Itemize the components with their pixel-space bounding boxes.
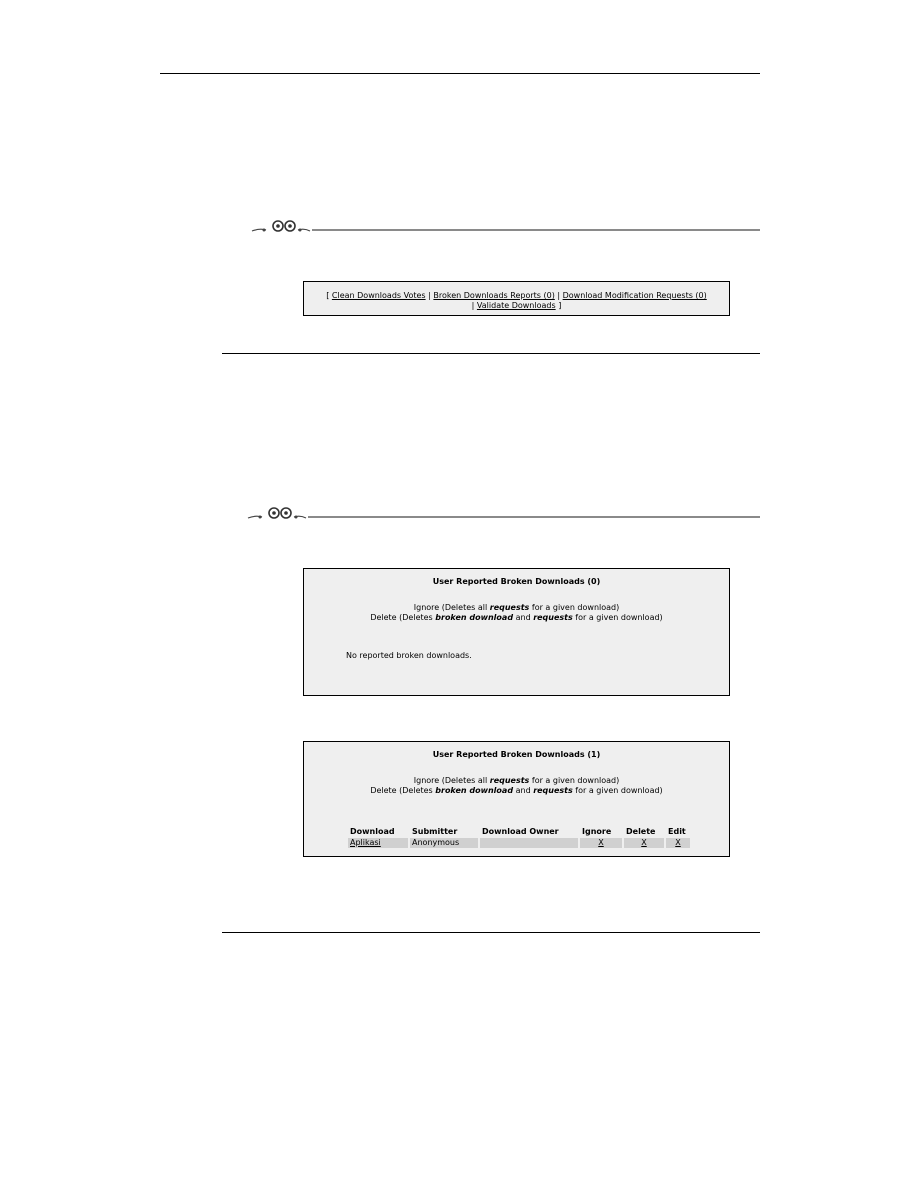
note-divider xyxy=(248,216,760,238)
note-line xyxy=(312,229,760,231)
panel-title: User Reported Broken Downloads (1) xyxy=(432,750,601,759)
admin-links xyxy=(304,282,729,311)
note-line xyxy=(308,516,760,518)
delete-legend xyxy=(304,613,729,623)
legend-emphasis: requests xyxy=(533,786,573,795)
empty-message: No reported broken downloads. xyxy=(346,651,472,660)
separator: | xyxy=(557,291,561,300)
edit-button[interactable]: X xyxy=(675,838,681,847)
legend-text: and xyxy=(513,613,534,622)
col-owner: Download Owner xyxy=(482,826,559,836)
legend-text: Ignore (Deletes all xyxy=(413,603,490,612)
col-delete: Delete xyxy=(626,826,656,836)
cell-ignore xyxy=(580,838,622,848)
legend-text: Ignore (Deletes all xyxy=(413,776,490,785)
col-ignore: Ignore xyxy=(582,826,612,836)
header-rule xyxy=(160,73,760,74)
legend-emphasis: requests xyxy=(489,776,530,785)
legend-text: for a given download) xyxy=(572,613,663,622)
legend-text: and xyxy=(513,786,534,795)
panel-title: User Reported Broken Downloads (0) xyxy=(432,577,601,586)
cell-download xyxy=(348,838,408,848)
delete-legend xyxy=(304,786,729,796)
legend-emphasis: requests xyxy=(533,613,573,622)
col-submitter: Submitter xyxy=(412,826,458,836)
ignore-button[interactable]: X xyxy=(598,838,604,847)
legend-text: for a given download) xyxy=(572,786,663,795)
delete-button[interactable]: X xyxy=(641,838,647,847)
note-ornament-icon xyxy=(244,503,308,525)
note-ornament-icon xyxy=(248,216,312,238)
section-rule-1 xyxy=(222,353,760,354)
cell-submitter: Anonymous xyxy=(410,838,478,848)
legend-text: Delete (Deletes xyxy=(370,786,436,795)
note-divider xyxy=(244,503,760,525)
action-legend xyxy=(304,776,729,796)
legend-emphasis: broken download xyxy=(435,613,514,622)
cell-edit xyxy=(666,838,690,848)
col-download: Download xyxy=(350,826,395,836)
validate-downloads-link[interactable]: Validate Downloads xyxy=(476,301,556,310)
cell-delete xyxy=(624,838,664,848)
separator: | xyxy=(471,301,475,310)
legend-emphasis: broken download xyxy=(435,786,514,795)
bracket-open: [ xyxy=(326,291,330,300)
col-edit: Edit xyxy=(668,826,686,836)
separator: | xyxy=(428,291,431,300)
table-header-row xyxy=(348,826,690,837)
cell-owner xyxy=(480,838,578,848)
legend-text: for a given download) xyxy=(529,603,620,612)
modification-requests-link[interactable]: Download Modification Requests (0) xyxy=(562,291,707,300)
ignore-legend xyxy=(304,603,729,613)
legend-emphasis: requests xyxy=(489,603,530,612)
admin-links-panel xyxy=(303,281,730,316)
section-rule-2 xyxy=(222,932,760,933)
broken-downloads-empty-panel xyxy=(303,568,730,696)
legend-text: Delete (Deletes xyxy=(370,613,436,622)
action-legend xyxy=(304,603,729,623)
clean-votes-link[interactable]: Clean Downloads Votes xyxy=(331,291,426,300)
broken-downloads-list-panel xyxy=(303,741,730,857)
legend-text: for a given download) xyxy=(529,776,620,785)
table-row xyxy=(348,838,690,848)
ignore-legend xyxy=(304,776,729,786)
bracket-close: ] xyxy=(558,301,562,310)
broken-downloads-table xyxy=(346,825,692,849)
download-link[interactable]: Aplikasi xyxy=(350,838,381,847)
broken-reports-link[interactable]: Broken Downloads Reports (0) xyxy=(433,291,555,300)
